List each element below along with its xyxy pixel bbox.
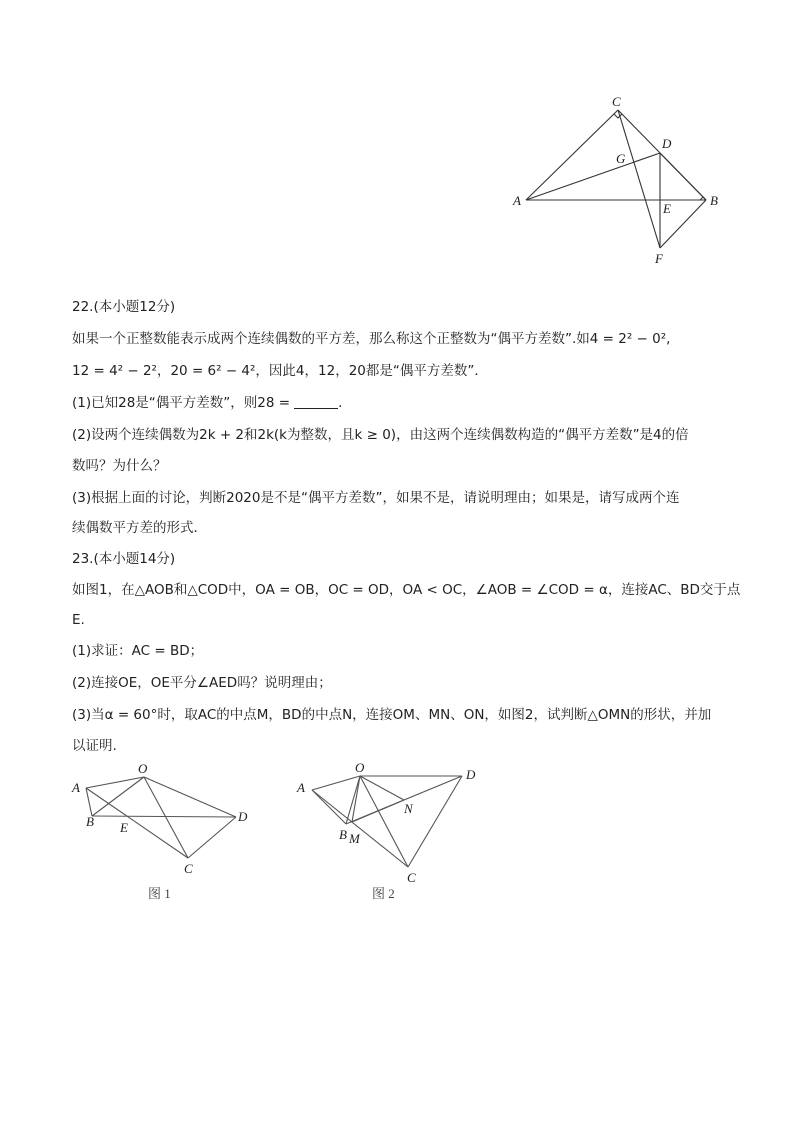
q23-part2: (2)连接OE，OE平分∠AED吗？说明理由； [72,675,332,691]
answer-blank[interactable] [294,394,338,409]
label-G: G [616,151,626,166]
label-B: B [710,193,718,208]
label-E: E [663,201,671,216]
label-A: A [513,193,521,208]
q22-part2-line2: 数吗？为什么？ [72,458,167,474]
label-C: C [612,94,621,109]
fig2-label-O: O [355,760,365,775]
label-F: F [655,251,663,266]
fig2-caption: 图 2 [372,886,395,901]
figure-2 [290,760,490,910]
q22-header: 22.(本小题12分) [72,299,176,315]
fig2-label-A: A [297,780,305,795]
q22-part2-line1: (2)设两个连续偶数为2k + 2和2k(k为整数，且k ≥ 0)，由这两个连续偶数构造的“偶平方差数”是4的倍 [72,427,689,443]
q22-part1-end: . [338,395,343,411]
q22-intro-line1: 如果一个正整数能表示成两个连续偶数的平方差，那么称这个正整数为“偶平方差数”.如4 = 2² − 0², [72,331,671,347]
fig2-label-C: C [407,870,416,885]
fig1-label-E: E [120,820,128,835]
fig2-label-D: D [466,767,476,782]
q23-part3-line2: 以证明. [72,738,117,754]
fig1-label-O: O [138,761,148,776]
fig1-label-B: B [86,814,94,829]
figure-top [500,88,740,268]
q23-intro-line2: E. [72,612,85,628]
figure-1 [64,760,264,910]
q22-intro-line2: 12 = 4² − 2²，20 = 6² − 4²，因此4，12，20都是“偶平方差数”． [72,363,488,379]
fig1-label-D: D [238,809,248,824]
q23-header: 23.(本小题14分) [72,551,176,567]
q23-part3-line1: (3)当α = 60°时，取AC的中点M，BD的中点N，连接OM、MN、ON，如图2，试判断△OMN的形状，并加 [72,707,712,723]
q22-part1 [72,393,342,413]
fig2-label-N: N [404,801,413,816]
q22-part1-text: (1)已知28是“偶平方差数”，则28 = [72,395,291,411]
q22-part3-line1: (3)根据上面的讨论，判断2020是不是“偶平方差数”，如果不是，请说明理由；如果是，请写成两个连 [72,490,680,506]
q23-intro-line1: 如图1，在△AOB和△COD中，OA = OB，OC = OD，OA < OC，∠AOB = ∠COD = α，连接AC、BD交于点 [72,582,741,598]
fig2-label-M: M [349,831,360,846]
fig1-label-A: A [72,780,80,795]
fig2-label-B: B [339,827,347,842]
label-D: D [662,136,672,151]
q23-part1: (1)求证：AC = BD； [72,643,204,659]
fig1-caption: 图 1 [148,886,171,901]
q22-part3-line2: 续偶数平方差的形式． [72,520,207,536]
fig1-label-C: C [184,861,193,876]
